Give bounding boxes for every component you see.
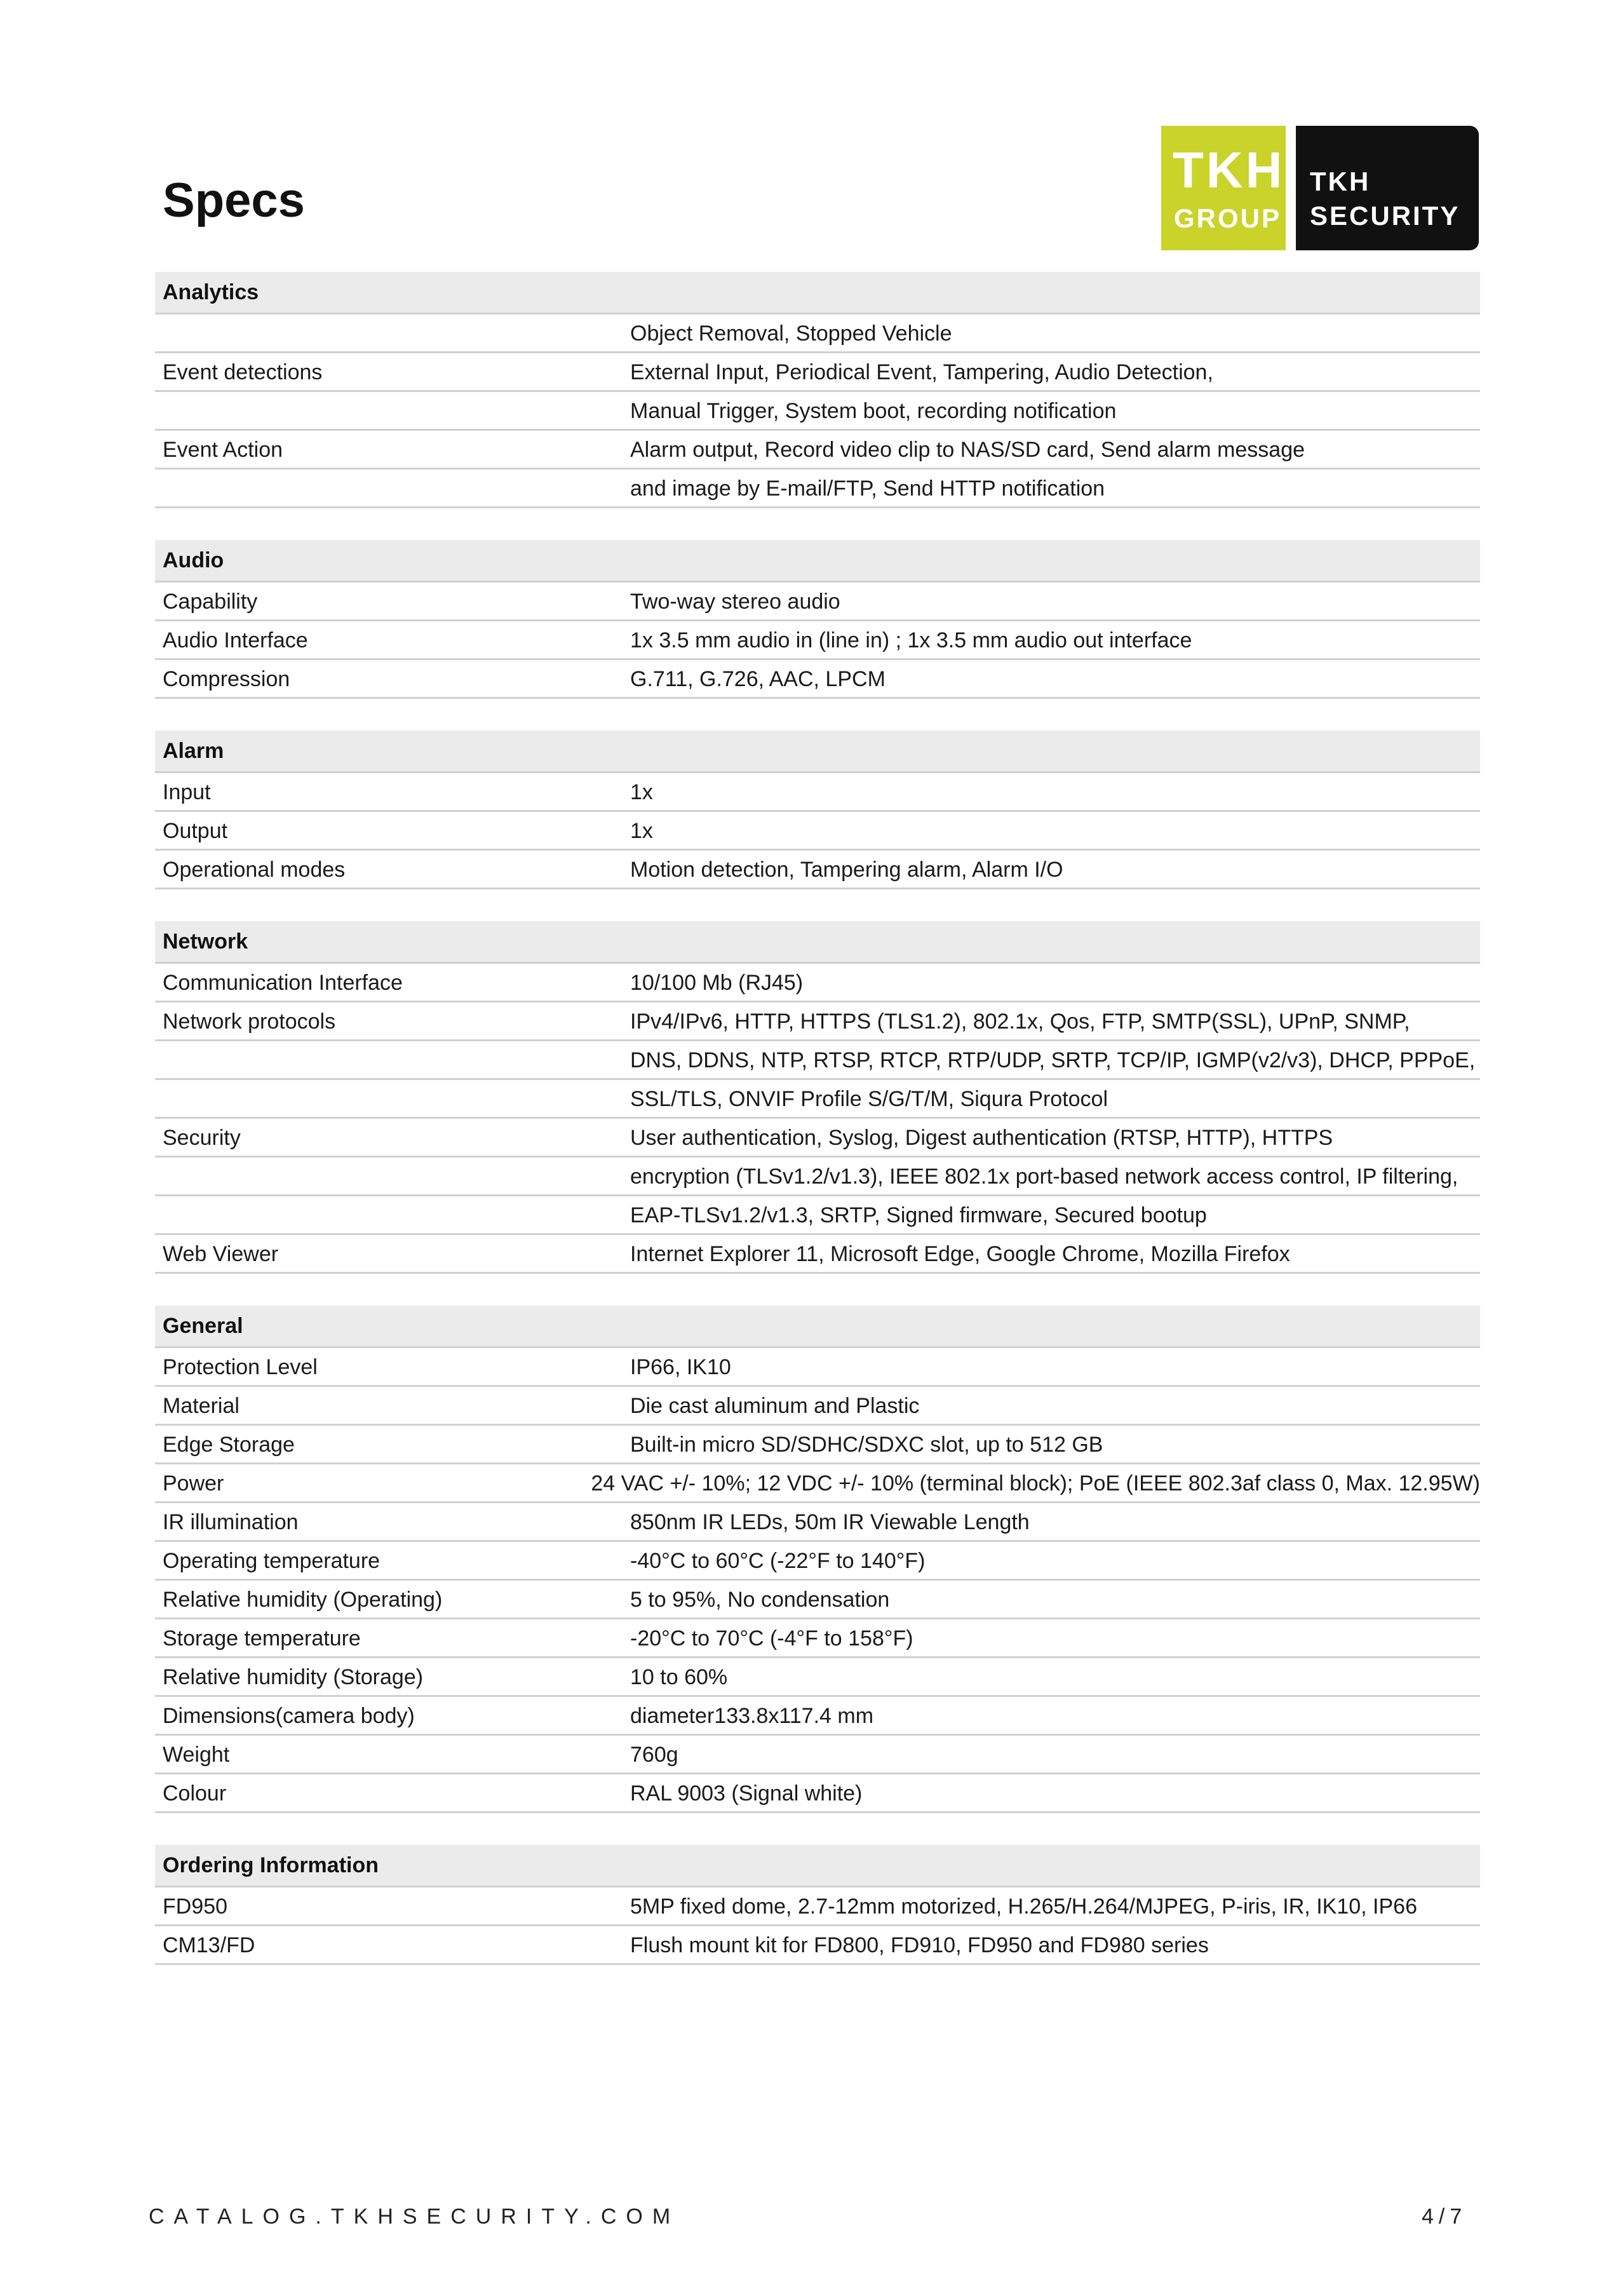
spec-value: 850nm IR LEDs, 50m IR Viewable Length: [630, 1510, 1030, 1534]
spec-row: [155, 1581, 1480, 1619]
spec-label: Operating temperature: [163, 1549, 380, 1573]
spec-value: diameter133.8x117.4 mm: [630, 1704, 874, 1728]
spec-value: 1x 3.5 mm audio in (line in) ; 1x 3.5 mm audio out interface: [630, 628, 1192, 652]
spec-label: Operational modes: [163, 858, 346, 882]
spec-row: [155, 1464, 1480, 1503]
spec-row: [155, 1387, 1480, 1426]
spec-row: [155, 1658, 1480, 1697]
spec-value: 1x: [630, 780, 653, 804]
spec-label: [155, 1196, 630, 1233]
spec-label: Compression: [163, 667, 290, 691]
spec-row: [155, 1348, 1480, 1387]
spec-value: EAP-TLSv1.2/v1.3, SRTP, Signed firmware, Secured bootup: [630, 1203, 1207, 1227]
spec-label: Input: [163, 780, 211, 804]
spec-row: [155, 1119, 1480, 1158]
spec-row: [155, 1619, 1480, 1658]
spec-label: Material: [163, 1394, 239, 1418]
spec-label: Web Viewer: [163, 1242, 279, 1266]
spec-row: [155, 1503, 1480, 1542]
spec-row: [155, 353, 1480, 392]
spec-row: [155, 773, 1480, 812]
specs-table: [155, 272, 1480, 1997]
spec-value: Internet Explorer 11, Microsoft Edge, Google Chrome, Mozilla Firefox: [630, 1242, 1290, 1266]
spec-row: [155, 1158, 1480, 1196]
spec-value: G.711, G.726, AAC, LPCM: [630, 667, 886, 691]
spec-row: [155, 1926, 1480, 1965]
logo-group-mark: TKH: [1173, 142, 1285, 198]
spec-label: Relative humidity (Operating): [163, 1588, 443, 1612]
spec-row: [155, 964, 1480, 1003]
spec-row: [155, 1736, 1480, 1774]
spec-label: Network protocols: [163, 1010, 336, 1034]
spec-label: [155, 1080, 630, 1117]
spec-value: encryption (TLSv1.2/v1.3), IEEE 802.1x port-based network access control, IP filtering,: [630, 1165, 1458, 1189]
spec-label: [155, 1041, 630, 1078]
spec-value: IP66, IK10: [630, 1355, 731, 1379]
spec-label: [155, 1158, 630, 1194]
spec-label: Event Action: [163, 438, 283, 462]
tkh-security-logo: [1296, 126, 1479, 250]
spec-row: [155, 392, 1480, 431]
spec-value: RAL 9003 (Signal white): [630, 1781, 863, 1806]
spec-row: [155, 1041, 1480, 1080]
spec-row: [155, 660, 1480, 699]
spec-row: [155, 812, 1480, 851]
spec-label: Relative humidity (Storage): [163, 1665, 424, 1689]
spec-label: Security: [163, 1126, 241, 1150]
spec-row: [155, 1235, 1480, 1274]
spec-label: Capability: [163, 590, 258, 614]
spec-section: [155, 921, 1480, 1274]
spec-section: [155, 1845, 1480, 1965]
spec-label: IR illumination: [163, 1510, 299, 1534]
spec-section: [155, 1306, 1480, 1813]
spec-label: Audio Interface: [163, 628, 308, 652]
spec-value: Die cast aluminum and Plastic: [630, 1394, 920, 1418]
spec-value: 5MP fixed dome, 2.7-12mm motorized, H.265/H.264/MJPEG, P-iris, IR, IK10, IP66: [630, 1894, 1417, 1919]
spec-value: Flush mount kit for FD800, FD910, FD950 and FD980 series: [630, 1933, 1209, 1957]
spec-row: [155, 1080, 1480, 1119]
logo-security-line2: SECURITY: [1310, 201, 1460, 231]
spec-value: Built-in micro SD/SDHC/SDXC slot, up to 512 GB: [630, 1433, 1103, 1457]
spec-row: [155, 1003, 1480, 1041]
section-header: Analytics: [155, 272, 1480, 314]
spec-value: 760g: [630, 1743, 678, 1767]
spec-row: [155, 621, 1480, 660]
tkh-group-logo: [1161, 126, 1286, 250]
spec-row: [155, 314, 1480, 353]
spec-row: [155, 1774, 1480, 1813]
spec-value: and image by E-mail/FTP, Send HTTP notification: [630, 476, 1105, 501]
spec-row: [155, 1196, 1480, 1235]
section-header: Ordering Information: [155, 1845, 1480, 1887]
spec-section: [155, 272, 1480, 508]
spec-row: [155, 1542, 1480, 1581]
spec-value: SSL/TLS, ONVIF Profile S/G/T/M, Siqura Protocol: [630, 1087, 1108, 1111]
spec-value: Two-way stereo audio: [630, 590, 840, 614]
spec-label: Edge Storage: [163, 1433, 295, 1457]
spec-row: [155, 583, 1480, 621]
spec-label: FD950: [163, 1894, 228, 1919]
spec-label: CM13/FD: [163, 1933, 255, 1957]
spec-value: 10 to 60%: [630, 1665, 728, 1689]
spec-label: Power: [163, 1471, 224, 1496]
logo-security-line1: TKH: [1310, 166, 1371, 196]
spec-label: Protection Level: [163, 1355, 318, 1379]
spec-value: IPv4/IPv6, HTTP, HTTPS (TLS1.2), 802.1x, Qos, FTP, SMTP(SSL), UPnP, SNMP,: [630, 1010, 1410, 1034]
footer-page-number: 4/7: [1422, 2205, 1467, 2229]
spec-value: 1x: [630, 819, 653, 843]
spec-value: -20°C to 70°C (-4°F to 158°F): [630, 1626, 913, 1651]
spec-label: [155, 469, 630, 506]
page-title: Specs: [163, 173, 305, 227]
spec-label: Dimensions(camera body): [163, 1704, 415, 1728]
spec-row: [155, 469, 1480, 508]
spec-value: Object Removal, Stopped Vehicle: [630, 321, 952, 346]
spec-value: User authentication, Syslog, Digest authentication (RTSP, HTTP), HTTPS: [630, 1126, 1333, 1150]
spec-section: [155, 540, 1480, 699]
spec-row: [155, 1887, 1480, 1926]
spec-label: Storage temperature: [163, 1626, 361, 1651]
section-header: Network: [155, 921, 1480, 964]
spec-value: Motion detection, Tampering alarm, Alarm I/O: [630, 858, 1063, 882]
section-header: General: [155, 1306, 1480, 1348]
spec-label: Colour: [163, 1781, 227, 1806]
spec-row: [155, 851, 1480, 889]
section-header: Audio: [155, 540, 1480, 583]
spec-value: 5 to 95%, No condensation: [630, 1588, 890, 1612]
spec-value: -40°C to 60°C (-22°F to 140°F): [630, 1549, 926, 1573]
spec-label: Output: [163, 819, 228, 843]
spec-row: [155, 431, 1480, 469]
spec-section: [155, 731, 1480, 889]
spec-row: [155, 1697, 1480, 1736]
spec-row: [155, 1426, 1480, 1464]
spec-value: Alarm output, Record video clip to NAS/SD card, Send alarm message: [630, 438, 1305, 462]
logo-group-word: GROUP: [1174, 203, 1282, 233]
spec-label: Weight: [163, 1743, 230, 1767]
spec-label: Event detections: [163, 360, 323, 384]
spec-value: External Input, Periodical Event, Tampering, Audio Detection,: [630, 360, 1213, 384]
spec-value: 10/100 Mb (RJ45): [630, 971, 804, 995]
spec-label: Communication Interface: [163, 971, 403, 995]
section-header: Alarm: [155, 731, 1480, 773]
spec-value: DNS, DDNS, NTP, RTSP, RTCP, RTP/UDP, SRTP, TCP/IP, IGMP(v2/v3), DHCP, PPPoE,: [630, 1048, 1476, 1072]
spec-value: 24 VAC +/- 10%; 12 VDC +/- 10% (terminal block); PoE (IEEE 802.3af class 0, Max. 12.95W): [591, 1471, 1480, 1496]
spec-value: Manual Trigger, System boot, recording notification: [630, 399, 1117, 423]
spec-label: [155, 314, 630, 351]
spec-label: [155, 392, 630, 429]
footer-site-url[interactable]: CATALOG.TKHSECURITY.COM: [149, 2205, 680, 2229]
